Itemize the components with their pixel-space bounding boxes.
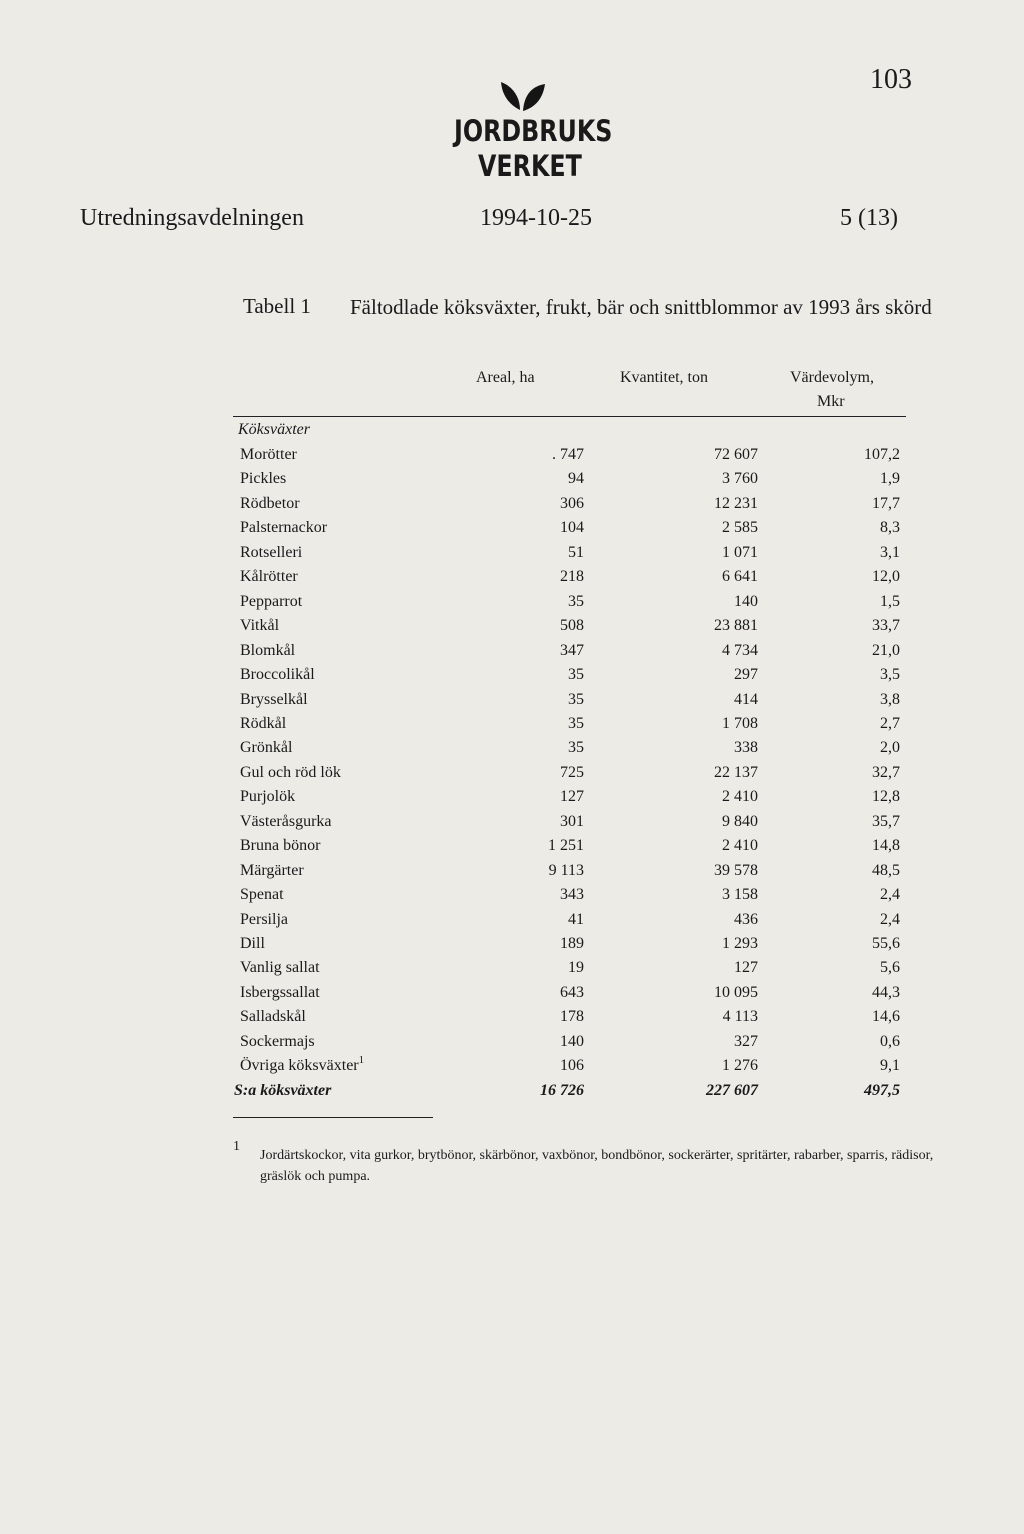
logo-text-line-2: VERKET: [478, 149, 582, 183]
row-name: Rotselleri: [240, 543, 303, 561]
row-areal: 343: [560, 886, 584, 904]
row-kvantitet: 436: [734, 910, 758, 928]
table-label: Tabell 1: [243, 294, 311, 318]
row-vardevolym: 17,7: [872, 494, 900, 512]
table-row: [0, 691, 1024, 715]
row-vardevolym: 44,3: [872, 983, 900, 1001]
row-vardevolym: 497,5: [864, 1081, 900, 1099]
row-kvantitet: 127: [734, 959, 758, 977]
row-name: Märgärter: [240, 861, 304, 879]
row-areal: 306: [560, 494, 584, 512]
table-row: [0, 935, 1024, 959]
row-areal: 218: [560, 568, 584, 586]
table-row: [0, 715, 1024, 739]
document-date: 1994-10-25: [480, 205, 592, 231]
row-name: Blomkål: [240, 641, 296, 659]
row-kvantitet: 227 607: [706, 1081, 758, 1099]
row-vardevolym: 55,6: [872, 935, 900, 952]
row-name: Kålrötter: [240, 568, 298, 586]
row-kvantitet: 1 071: [722, 543, 758, 561]
table-row: [0, 593, 1024, 617]
row-areal: 35: [568, 714, 584, 732]
row-vardevolym: 2,7: [880, 714, 900, 732]
row-vardevolym: 2,4: [880, 910, 900, 928]
row-vardevolym: 35,7: [872, 812, 900, 830]
table-row: [0, 1033, 1024, 1057]
row-areal: 643: [560, 983, 584, 1001]
table-row: [0, 862, 1024, 886]
column-header-areal: Areal, ha: [476, 369, 535, 386]
row-vardevolym: 32,7: [872, 763, 900, 781]
table-row: [0, 666, 1024, 690]
row-name: Palsternackor: [240, 519, 328, 537]
row-kvantitet: 3 760: [722, 470, 758, 488]
table-row: [0, 519, 1024, 543]
row-name: Purjolök: [240, 788, 296, 806]
row-kvantitet: 297: [734, 666, 758, 684]
row-name: Pickles: [240, 470, 287, 488]
row-kvantitet: 2 585: [722, 519, 758, 537]
row-kvantitet: 2 410: [722, 788, 758, 806]
row-vardevolym: 2,0: [880, 739, 900, 757]
row-name: Spenat: [240, 886, 284, 904]
row-kvantitet: 39 578: [714, 861, 758, 879]
row-kvantitet: 2 410: [722, 837, 758, 855]
row-areal: 51: [568, 543, 584, 561]
footnote-mark: 1: [233, 1139, 240, 1154]
row-areal: 508: [560, 617, 584, 635]
row-name: Broccolikål: [240, 666, 315, 684]
row-kvantitet: 140: [734, 592, 758, 610]
column-header-vardevolym: Värdevolym,: [790, 369, 874, 386]
row-name: Övriga köksväxter: [240, 1057, 359, 1075]
table-row: [0, 568, 1024, 592]
table-row: [0, 544, 1024, 568]
row-areal: 35: [568, 739, 584, 757]
row-kvantitet: 10 095: [714, 983, 758, 1001]
table-row: [0, 886, 1024, 910]
row-name: Vitkål: [240, 617, 280, 635]
row-name: Pepparrot: [240, 592, 303, 610]
row-kvantitet: 1 293: [722, 935, 758, 952]
row-vardevolym: 5,6: [880, 959, 900, 977]
row-kvantitet: 1 708: [722, 714, 758, 732]
row-name: Isbergssallat: [240, 983, 320, 1001]
page-reference: 5 (13): [840, 205, 898, 231]
row-vardevolym: 21,0: [872, 641, 900, 659]
table-row: [0, 446, 1024, 470]
row-areal: 16 726: [540, 1081, 584, 1099]
row-kvantitet: 1 276: [722, 1057, 758, 1075]
row-kvantitet: 12 231: [714, 494, 758, 512]
logo-text-line-1: JORDBRUKS: [454, 114, 613, 148]
row-name: Gul och röd lök: [240, 763, 341, 781]
row-kvantitet: 22 137: [714, 763, 758, 781]
row-areal: 106: [560, 1057, 584, 1075]
row-areal: 127: [560, 788, 584, 806]
row-name: Vanlig sallat: [240, 959, 320, 977]
row-vardevolym: 12,0: [872, 568, 900, 586]
row-name: Bruna bönor: [240, 837, 321, 855]
row-areal: 347: [560, 641, 584, 659]
table-row: [0, 911, 1024, 935]
row-vardevolym: 14,6: [872, 1008, 900, 1026]
row-vardevolym: 48,5: [872, 861, 900, 879]
row-vardevolym: 0,6: [880, 1032, 900, 1050]
row-areal: 301: [560, 812, 584, 830]
table-row: [0, 959, 1024, 983]
section-heading: Köksväxter: [238, 421, 310, 438]
row-areal: 104: [560, 519, 584, 537]
table-row: [0, 617, 1024, 641]
row-areal: 35: [568, 690, 584, 708]
footnote-reference: 1: [358, 1054, 365, 1067]
footnote-text: Jordärtskockor, vita gurkor, brytbönor, skärbönor, vaxbönor, bondbönor, sockerärter, spritärter, rabarber, sparris, rädisor, gräslök och pumpa.: [260, 1148, 934, 1184]
table-row: [0, 764, 1024, 788]
row-vardevolym: 1,5: [880, 592, 900, 610]
row-name: Morötter: [240, 446, 297, 463]
column-header-kvantitet: Kvantitet, ton: [620, 369, 708, 386]
row-name: Rödbetor: [240, 494, 300, 512]
row-name: Västeråsgurka: [240, 812, 332, 830]
table-row: [0, 1008, 1024, 1032]
row-name: Grönkål: [240, 739, 293, 757]
table-row: [0, 495, 1024, 519]
row-vardevolym: 2,4: [880, 886, 900, 904]
row-vardevolym: 8,3: [880, 519, 900, 537]
row-vardevolym: 3,8: [880, 690, 900, 708]
row-name: Rödkål: [240, 714, 287, 732]
row-kvantitet: 6 641: [722, 568, 758, 586]
table-title: Fältodlade köksväxter, frukt, bär och snittblommor av 1993 års skörd: [350, 295, 932, 319]
row-vardevolym: 9,1: [880, 1057, 900, 1075]
row-name: S:a köksväxter: [234, 1081, 332, 1099]
row-vardevolym: 1,9: [880, 470, 900, 488]
table-row: [0, 642, 1024, 666]
department-name: Utredningsavdelningen: [80, 205, 304, 231]
leaf-logo-icon: [498, 80, 548, 114]
row-vardevolym: 3,1: [880, 543, 900, 561]
row-areal: 35: [568, 592, 584, 610]
row-kvantitet: 4 113: [722, 1008, 758, 1026]
table-row: [0, 984, 1024, 1008]
row-kvantitet: 327: [734, 1032, 758, 1050]
row-areal: 725: [560, 763, 584, 781]
row-name: Salladskål: [240, 1008, 306, 1026]
table-row: [0, 813, 1024, 837]
table-row: [0, 470, 1024, 494]
column-header-vardevolym-unit: Mkr: [817, 393, 845, 410]
row-areal: 35: [568, 666, 584, 684]
row-areal: 9 113: [548, 861, 584, 879]
table-total-row: [0, 1082, 1024, 1106]
table-row: [0, 837, 1024, 861]
row-kvantitet: 23 881: [714, 617, 758, 635]
row-areal: 178: [560, 1008, 584, 1026]
row-areal: 189: [560, 935, 584, 952]
table-header-rule: [233, 416, 906, 417]
row-name: Sockermajs: [240, 1032, 315, 1050]
table-row: [0, 1054, 1024, 1081]
table-row: [0, 788, 1024, 812]
row-kvantitet: 3 158: [722, 886, 758, 904]
row-kvantitet: 4 734: [722, 641, 758, 659]
row-areal: . 747: [552, 446, 584, 463]
row-name: Persilja: [240, 910, 288, 928]
row-kvantitet: 9 840: [722, 812, 758, 830]
table-row: [0, 739, 1024, 763]
row-vardevolym: 33,7: [872, 617, 900, 635]
row-areal: 19: [568, 959, 584, 977]
row-vardevolym: 3,5: [880, 666, 900, 684]
page-number: 103: [870, 64, 912, 95]
row-name-with-note: [240, 1054, 365, 1075]
footnote-rule: [233, 1117, 433, 1118]
row-kvantitet: 72 607: [714, 446, 758, 463]
row-vardevolym: 14,8: [872, 837, 900, 855]
row-areal: 41: [568, 910, 584, 928]
row-vardevolym: 107,2: [864, 446, 900, 463]
row-vardevolym: 12,8: [872, 788, 900, 806]
row-kvantitet: 338: [734, 739, 758, 757]
row-name: Dill: [240, 935, 265, 952]
row-areal: 140: [560, 1032, 584, 1050]
row-areal: 94: [568, 470, 584, 488]
row-kvantitet: 414: [734, 690, 758, 708]
row-areal: 1 251: [548, 837, 584, 855]
row-name: Brysselkål: [240, 690, 308, 708]
